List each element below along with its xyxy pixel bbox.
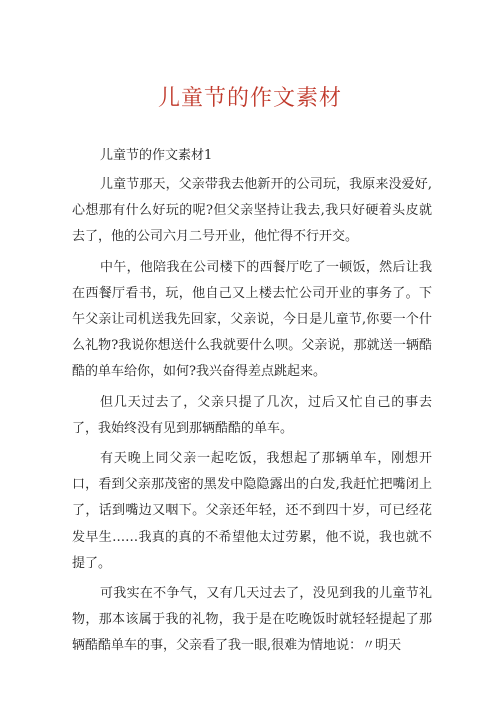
paragraph: 中午，他陪我在公司楼下的西餐厅吃了一顿饭，然后让我在西餐厅看书，玩，他自己又上楼去忙公司开业的事务了。下午父亲让司机送我先回家，父亲说，今日是儿童节,你要一个什么礼物?我说你想送什么我就要什么呗。父亲说，那就送一辆酷酷的单车给你，如何?我兴奋得差点跳起来。 <box>72 259 432 380</box>
section-heading: 儿童节的作文素材1 <box>100 148 213 163</box>
paragraph: 有天晚上同父亲一起吃饭，我想起了那辆单车，刚想开口，看到父亲那茂密的黑发中隐隐露出的白发,我赶忙把嘴闭上了，话到嘴边又咽下。父亲还年轻，还不到四十岁，可已经花发早生……我真的真的不希望他太过劳累，他不说，我也就不提了。 <box>72 451 432 571</box>
paragraph: 儿童节那天，父亲带我去他新开的公司玩，我原来没爱好,心想那有什么好玩的呢?但父亲坚持让我去,我只好硬着头皮就去了，他的公司六月二号开业，他忙得不行开交。 <box>72 177 432 245</box>
paragraph: 可我实在不争气，又有几天过去了，没见到我的儿童节礼物，那本该属于我的礼物，我于是在吃晚饭时就轻轻提起了那辆酷酷单车的事，父亲看了我一眼,很难为情地说：〃明天 <box>72 586 432 654</box>
paragraph: 但几天过去了，父亲只提了几次，过后又忙自己的事去了，我始终没有见到那辆酷酷的单车。 <box>72 394 432 436</box>
document-title: 儿童节的作文素材 <box>157 86 342 111</box>
document-body <box>72 144 432 664</box>
